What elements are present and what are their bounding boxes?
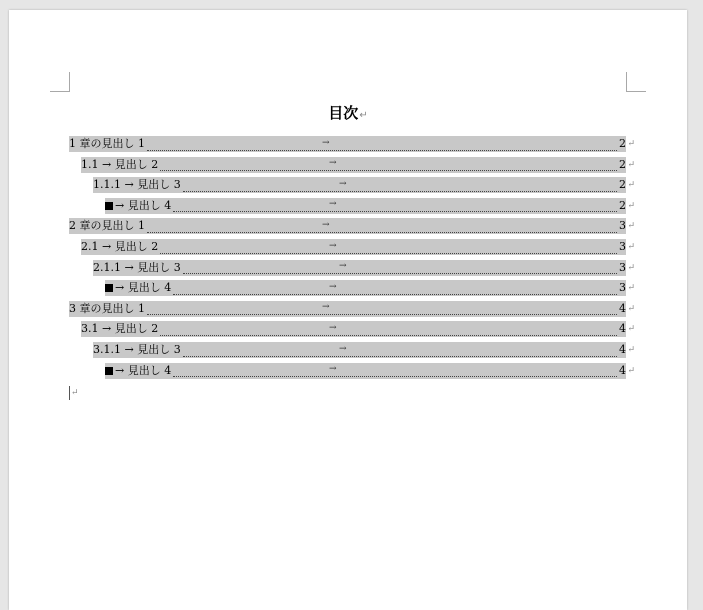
paragraph-mark-icon: ↵ [627, 139, 635, 149]
toc-page-number: 2 [619, 198, 626, 212]
tab-arrow-icon: → [329, 199, 337, 210]
paragraph-mark-icon: ↵ [627, 283, 635, 294]
dot-leader [183, 179, 617, 192]
paragraph-mark-icon: ↵ [627, 221, 635, 232]
paragraph-mark-icon: ↵ [71, 388, 79, 398]
square-bullet-icon [105, 284, 113, 292]
tab-arrow-icon: → [329, 240, 337, 251]
tab-arrow-icon: → [339, 178, 347, 189]
paragraph-mark-icon: ↵ [359, 110, 368, 121]
toc-page-number: 2 [619, 137, 626, 150]
paragraph-mark-icon: ↵ [627, 200, 635, 211]
toc-entry-text: 2.1 → 見出し 2 [81, 240, 159, 253]
toc-entry-label [105, 363, 172, 379]
dot-leader [147, 138, 617, 151]
dot-leader [183, 344, 617, 357]
square-bullet-icon [105, 367, 113, 375]
toc-entry[interactable] [81, 321, 635, 337]
toc-page-number: 4 [619, 301, 626, 315]
toc-entry[interactable] [93, 177, 635, 193]
tab-arrow-icon: → [322, 219, 330, 230]
dot-leader [183, 261, 617, 274]
tab-arrow-icon: → [329, 158, 337, 169]
toc-entry[interactable] [105, 280, 635, 296]
toc-entry-label [69, 136, 146, 152]
paragraph-mark-icon: ↵ [627, 345, 635, 355]
toc-entry-text: 2 章の見出し 1 [69, 219, 145, 233]
toc-entry[interactable] [105, 363, 635, 379]
toc-entry-text: 3.1.1 → 見出し 3 [93, 343, 181, 356]
paragraph-mark-icon: ↵ [627, 303, 635, 314]
dot-leader [173, 282, 617, 295]
tab-arrow-icon: → [322, 302, 330, 313]
dot-leader [147, 302, 617, 315]
toc-entry-label [105, 280, 172, 296]
toc-entry-label [105, 198, 172, 214]
toc-page-number: 4 [619, 322, 626, 336]
toc-entry-text: → 見出し 4 [115, 363, 172, 377]
paragraph-mark-icon: ↵ [627, 159, 635, 170]
toc-entry-text: 1.1 → 見出し 2 [81, 157, 159, 171]
dot-leader [173, 199, 617, 212]
toc-entry[interactable] [69, 301, 635, 317]
toc-entry-text: 2.1.1 → 見出し 3 [93, 260, 181, 274]
toc-entry[interactable] [105, 198, 635, 214]
toc-page-number: 2 [619, 178, 626, 192]
dot-leader [173, 364, 617, 377]
toc-page-number: 3 [619, 281, 626, 295]
toc-page-number: 3 [619, 260, 626, 274]
square-bullet-icon [105, 202, 113, 210]
tab-arrow-icon: → [339, 261, 347, 272]
toc-entry-label [93, 342, 182, 358]
toc-entry-text: 1.1.1 → 見出し 3 [93, 178, 181, 192]
paragraph-mark-icon: ↵ [627, 262, 635, 273]
dot-leader [160, 323, 617, 336]
toc-page-number: 4 [619, 343, 626, 356]
toc-entry[interactable] [69, 218, 635, 234]
toc-page-number: 3 [619, 219, 626, 233]
margin-corner-top-left [50, 72, 70, 92]
paragraph-mark-icon: ↵ [627, 324, 635, 335]
tab-arrow-icon: → [329, 322, 337, 333]
toc-entry-label [81, 321, 159, 337]
toc-entry-label [81, 239, 159, 255]
toc-entry-label [69, 301, 146, 317]
dot-leader [147, 220, 617, 233]
toc-entry-label [93, 260, 182, 276]
tab-arrow-icon: → [329, 281, 337, 292]
toc-entry-text: 1 章の見出し 1 [69, 137, 145, 150]
dot-leader [160, 158, 617, 171]
toc-entry[interactable] [81, 239, 635, 255]
toc-title-text: 目次 [328, 104, 359, 122]
toc-entry[interactable] [93, 342, 635, 358]
tab-arrow-icon: → [339, 343, 347, 354]
toc-entry[interactable] [81, 157, 635, 173]
toc-entry-label [81, 157, 159, 173]
tab-arrow-icon: → [329, 364, 337, 375]
margin-corner-top-right [626, 72, 646, 92]
toc-entry-text: 3.1 → 見出し 2 [81, 322, 159, 336]
toc-entry-text: → 見出し 4 [115, 281, 172, 295]
dot-leader [160, 241, 617, 254]
toc-entry-label [69, 218, 146, 234]
toc-entry[interactable] [69, 136, 635, 152]
paragraph-mark-icon: ↵ [627, 180, 635, 191]
toc-page-number: 3 [619, 240, 626, 253]
toc-title[interactable] [9, 103, 687, 126]
tab-arrow-icon: → [322, 137, 330, 148]
toc-entry[interactable] [93, 260, 635, 276]
toc-entry-text: → 見出し 4 [115, 198, 172, 212]
toc-page-number: 4 [619, 363, 626, 377]
text-cursor [69, 386, 70, 400]
document-page [9, 10, 687, 610]
paragraph-mark-icon: ↵ [627, 242, 635, 252]
paragraph-mark-icon: ↵ [627, 365, 635, 376]
toc-page-number: 2 [619, 157, 626, 171]
toc-entry-label [93, 177, 182, 193]
toc-entry-text: 3 章の見出し 1 [69, 301, 145, 315]
